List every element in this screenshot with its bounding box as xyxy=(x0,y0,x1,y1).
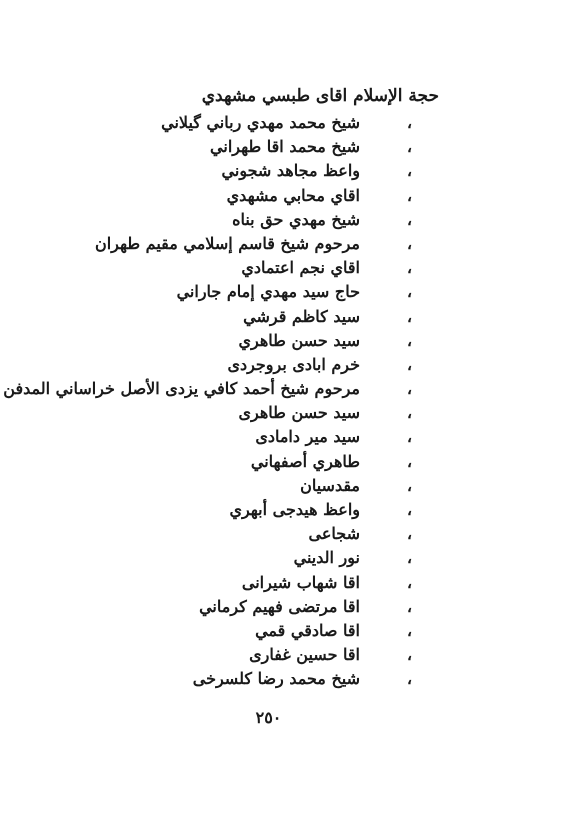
list-item-name: شجاعى xyxy=(308,524,360,544)
list-item-bullet: ، xyxy=(406,620,412,640)
list-item-bullet: ، xyxy=(406,645,412,665)
list-item-bullet: ، xyxy=(406,306,412,326)
list-item-bullet: ، xyxy=(406,451,412,471)
list-item-name: مرحوم شيخ قاسم إسلامي مقيم طهران xyxy=(94,233,360,253)
list-item-name: سيد كاظم قرشي xyxy=(243,306,360,326)
list-item-bullet: ، xyxy=(406,572,412,592)
list-item-bullet: ، xyxy=(406,379,412,399)
list-item-name: مرحوم شيخ أحمد كافي يزدى الأصل خراساني المدفن xyxy=(3,379,360,399)
list-item-bullet: ، xyxy=(406,282,412,302)
list-item-name: حاج سيد مهدي إمام جاراني xyxy=(176,282,360,302)
list-item-bullet: ، xyxy=(406,330,412,350)
list-item-bullet: ، xyxy=(406,258,412,278)
list-item-name: اقا مرتضى فهيم كرماني xyxy=(199,596,360,616)
list-item-name: اقا صادقي قمي xyxy=(255,620,360,640)
list-item-name: شيخ محمد مهدي رباني گيلاني xyxy=(161,113,360,132)
list-item-name: طاهري أصفهاني xyxy=(250,451,360,471)
list-item-name: اقا شهاب شيرانى xyxy=(241,572,360,592)
list-item-bullet: ، xyxy=(406,137,412,157)
list-item-bullet: ، xyxy=(406,113,412,132)
list-item-name: اقاي محابي مشهدي xyxy=(226,185,360,205)
list-item-name: واعظ هيدجى أبهري xyxy=(229,500,360,519)
list-item-bullet: ، xyxy=(406,548,412,568)
list-item-bullet: ، xyxy=(406,475,412,495)
list-item-bullet: ، xyxy=(406,354,412,374)
list-item-name: سيد حسن طاهري xyxy=(238,330,360,350)
list-item-name: شيخ محمد رضا كلسرخى xyxy=(192,669,360,689)
list-item-name: واعظ مجاهد شجوني xyxy=(221,161,360,181)
list-item-name: سيد مير دامادى xyxy=(255,427,360,447)
list-item-name: شيخ مهدي حق بناه xyxy=(232,209,360,229)
list-item-bullet: ، xyxy=(406,185,412,205)
list-item-bullet: ، xyxy=(406,209,412,229)
list-item-bullet: ، xyxy=(406,161,412,181)
list-item-bullet: ، xyxy=(406,524,412,544)
list-item-name: نور الديني xyxy=(293,548,360,568)
list-item-bullet: ، xyxy=(406,403,412,423)
list-item-bullet: ، xyxy=(406,500,412,519)
list-item-name: مقدسيان xyxy=(300,475,360,495)
list-item-bullet: ، xyxy=(406,427,412,447)
list-item-bullet: ، xyxy=(406,233,412,253)
list-item-name: اقاي نجم اعتمادي xyxy=(241,258,360,278)
list-item-name: سيد حسن طاهرى xyxy=(238,403,360,423)
list-item-name: شيخ محمد اقا طهراني xyxy=(210,137,360,157)
list-item-name: اقا حسين غفارى xyxy=(249,645,360,665)
list-item-bullet: ، xyxy=(406,596,412,616)
list-heading: حجة الإسلام اقاى طبسي مشهدي xyxy=(201,86,439,106)
page-number: ٢٥٠ xyxy=(255,708,282,727)
list-item-name: خرم ابادى بروجردى xyxy=(227,354,360,374)
list-item-bullet: ، xyxy=(406,669,412,689)
